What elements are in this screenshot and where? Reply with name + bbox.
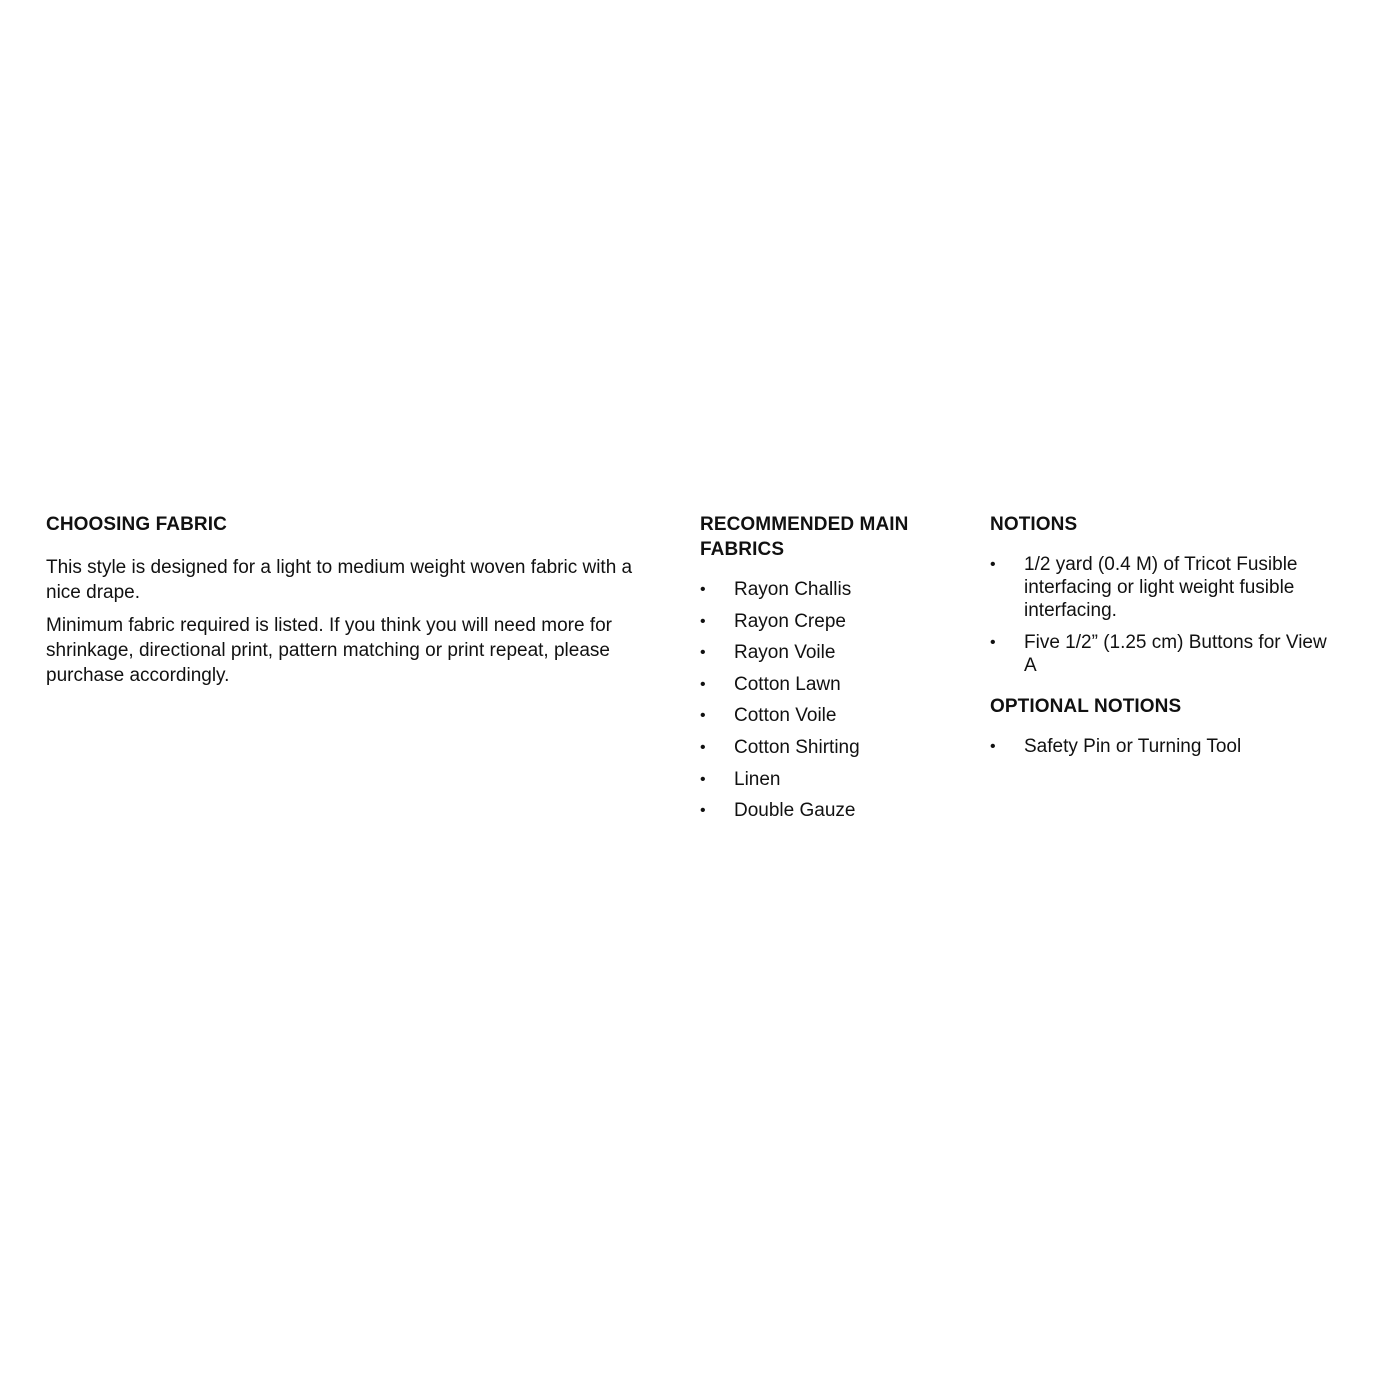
list-item: • Rayon Challis bbox=[700, 578, 950, 601]
fabric-description-paragraph: This style is designed for a light to medium weight woven fabric with a nice drape. bbox=[46, 557, 633, 603]
list-item: • Rayon Crepe bbox=[700, 610, 950, 633]
list-item: • Safety Pin or Turning Tool bbox=[990, 735, 1330, 758]
choosing-fabric-heading: CHOOSING FABRIC bbox=[46, 514, 227, 535]
notions-section bbox=[990, 512, 1330, 758]
list-item: • Cotton Shirting bbox=[700, 736, 950, 759]
recommended-fabrics-list bbox=[700, 578, 950, 822]
list-item: • 1/2 yard (0.4 M) of Tricot Fusible interfacing or light weight fusible interfacing. bbox=[990, 553, 1330, 622]
list-item: • Cotton Voile bbox=[700, 704, 950, 727]
recommended-fabrics-heading: RECOMMENDED MAIN FABRICS bbox=[700, 514, 909, 560]
list-item: • Rayon Voile bbox=[700, 641, 950, 664]
optional-notions-heading: OPTIONAL NOTIONS bbox=[990, 696, 1182, 717]
notions-list bbox=[990, 553, 1330, 677]
fabric-minimum-paragraph: Minimum fabric required is listed. If you think you will need more for shrinkage, directional print, pattern matching or print repeat, please purchase accordingly. bbox=[46, 615, 613, 686]
choosing-fabric-section bbox=[46, 512, 656, 688]
list-item: • Double Gauze bbox=[700, 799, 950, 822]
recommended-fabrics-section bbox=[700, 512, 950, 831]
list-item: • Cotton Lawn bbox=[700, 673, 950, 696]
notions-heading: NOTIONS bbox=[990, 514, 1078, 535]
optional-notions-list bbox=[990, 735, 1330, 758]
list-item: • Linen bbox=[700, 768, 950, 791]
list-item: • Five 1/2” (1.25 cm) Buttons for View A bbox=[990, 631, 1330, 677]
